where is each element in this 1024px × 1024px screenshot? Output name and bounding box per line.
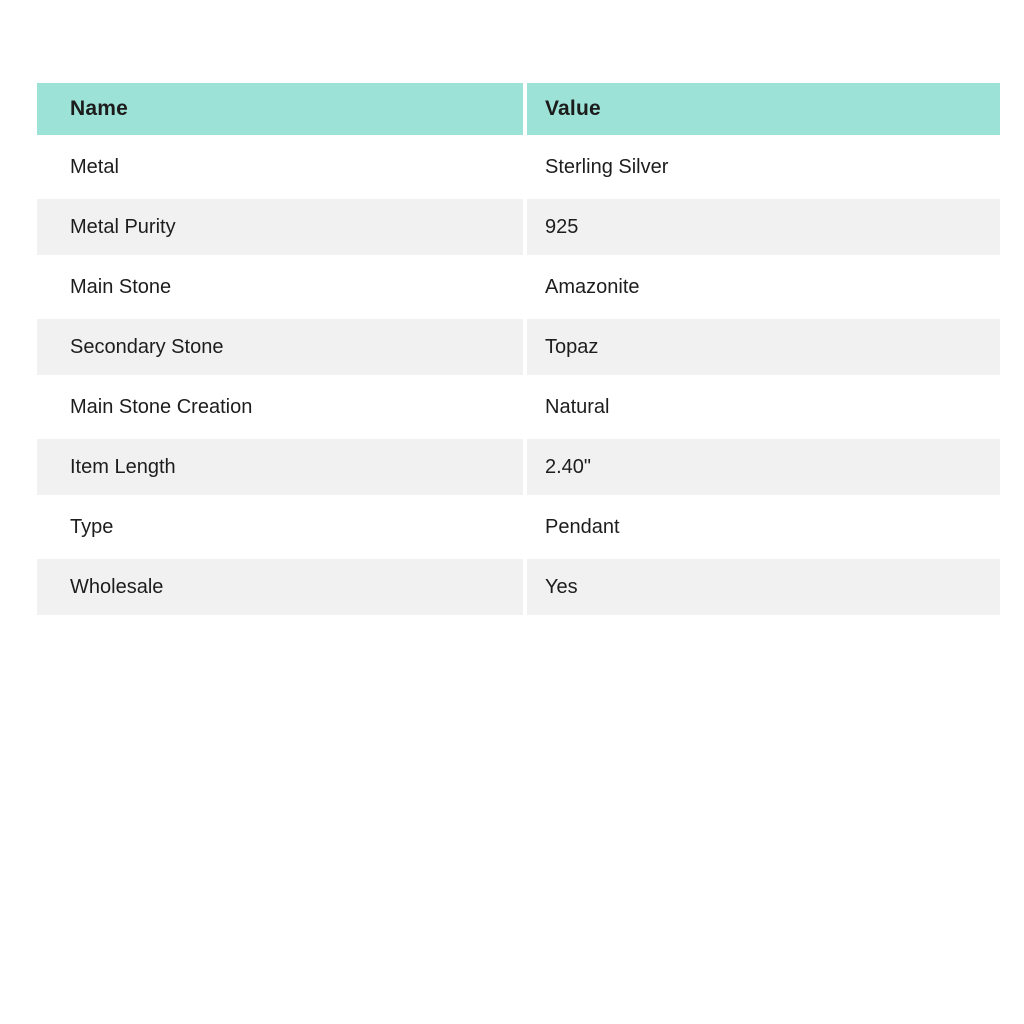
table-row (37, 139, 1000, 195)
attribute-value: Amazonite (527, 259, 1000, 315)
table-header-row (37, 83, 1000, 135)
attribute-value: Natural (527, 379, 1000, 435)
attribute-value: Pendant (527, 499, 1000, 555)
header-cell-name: Name (37, 83, 523, 135)
attribute-name: Metal Purity (37, 199, 523, 255)
attribute-name: Secondary Stone (37, 319, 523, 375)
attribute-name: Metal (37, 139, 523, 195)
table-row (37, 379, 1000, 435)
attribute-value: 925 (527, 199, 1000, 255)
table-row (37, 259, 1000, 315)
attribute-name: Type (37, 499, 523, 555)
attribute-name: Main Stone Creation (37, 379, 523, 435)
table-row (37, 319, 1000, 375)
attribute-value: Sterling Silver (527, 139, 1000, 195)
table-row (37, 439, 1000, 495)
table-row (37, 199, 1000, 255)
attribute-name: Item Length (37, 439, 523, 495)
table-row (37, 559, 1000, 615)
product-attributes-table (33, 79, 1004, 619)
attribute-value: 2.40" (527, 439, 1000, 495)
table-row (37, 499, 1000, 555)
attribute-value: Yes (527, 559, 1000, 615)
header-cell-value: Value (527, 83, 1000, 135)
attribute-name: Main Stone (37, 259, 523, 315)
attribute-name: Wholesale (37, 559, 523, 615)
attribute-value: Topaz (527, 319, 1000, 375)
